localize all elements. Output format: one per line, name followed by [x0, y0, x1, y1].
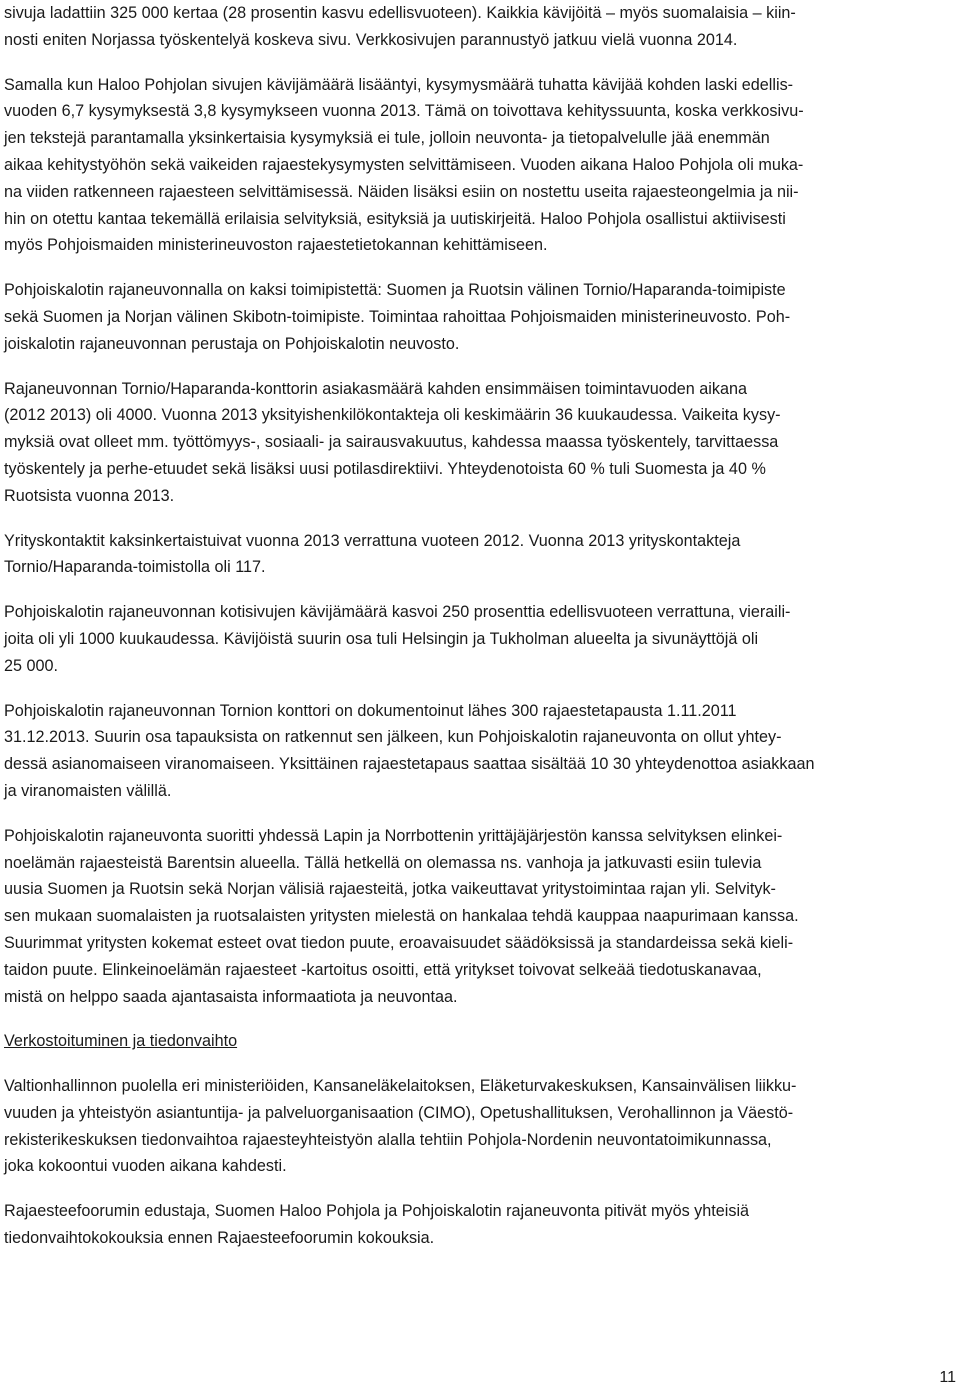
text-line: (2012 2013) oli 4000. Vuonna 2013 yksityishenkilökontakteja oli keskimäärin 36 kuukaudessa. Vaikeita kysy- — [4, 406, 781, 425]
text-line: 25 000. — [4, 656, 59, 675]
page-number: 11 — [939, 1369, 956, 1386]
text-line: nosti eniten Norjassa työskentelyä koskeva sivu. Verkkosivujen parannustyö jatkuu vielä vuonna 2014. — [4, 30, 738, 49]
paragraph-business-contacts — [4, 528, 956, 582]
text-line: Yrityskontaktit kaksinkertaistuivat vuonna 2013 verrattuna vuoteen 2012. Vuonna 2013 yrityskontakteja — [4, 531, 741, 550]
text-line: jen tekstejä parantamalla yksinkertaisia kysymyksiä ei tule, jolloin neuvonta- ja tietopalvelulle jää enemmän — [4, 129, 770, 148]
text-line: vuoden 6,7 kysymyksestä 3,8 kysymykseen vuonna 2013. Tämä on toivottava kehityssuunta, koska verkkosivu- — [4, 102, 804, 121]
text-line: Tornio/Haparanda-toimistolla oli 117. — [4, 558, 266, 577]
text-line: Rajaneuvonnan Tornio/Haparanda-konttorin asiakasmäärä kahden ensimmäisen toimintavuoden aikana — [4, 379, 747, 398]
text-line: myös Pohjoismaiden ministerineuvoston rajaestetietokannan kehittämiseen. — [4, 236, 548, 255]
text-line: Pohjoiskalotin rajaneuvonta suoritti yhdessä Lapin ja Norrbottenin yrittäjäjärjestön kanssa selvityksen elinkei- — [4, 826, 783, 845]
paragraph-offices — [4, 277, 956, 357]
text-line: Samalla kun Haloo Pohjolan sivujen kävijämäärä lisääntyi, kysymysmäärä tuhatta kävijää kohden laski edellis- — [4, 75, 794, 94]
text-line: myksiä ovat olleet mm. työttömyys-, sosiaali- ja sairausvakuutus, kahdessa maassa työskentely, tarvittaessa — [4, 433, 779, 452]
paragraph-website-visits — [4, 0, 956, 54]
paragraph-business-survey — [4, 823, 956, 1011]
text-line: Valtionhallinnon puolella eri ministeriöiden, Kansaneläkelaitoksen, Eläketurvakeskuksen, Kansainvälisen liikku- — [4, 1077, 797, 1096]
text-line: työskentely ja perhe-etuudet sekä lisäksi uusi potilasdirektiivi. Yhteydenotoista 60 % tuli Suomesta ja 40 % — [4, 459, 766, 478]
text-line: Ruotsista vuonna 2013. — [4, 486, 175, 505]
paragraph-customer-count — [4, 376, 956, 510]
paragraph-state-administration — [4, 1073, 956, 1180]
text-line: aikaa kehitystyöhön sekä vaikeiden rajaestekysymysten selvittämiseen. Vuoden aikana Haloo Pohjola oli muka- — [4, 155, 804, 174]
text-line: vuuden ja yhteistyön asiantuntija- ja palveluorganisaation (CIMO), Opetushallituksen, Verohallinnon ja Väestö- — [4, 1103, 794, 1122]
text-line: rekisterikeskuksen tiedonvaihtoa rajaesteyhteistyön alalla tehtiin Pohjola-Nordenin neuvontatoimikunnassa, — [4, 1130, 772, 1149]
text-line: sivuja ladattiin 325 000 kertaa (28 prosentin kasvu edellisvuoteen). Kaikkia kävijöitä – myös suomalaisia – kiin- — [4, 4, 796, 22]
text-line: dessä asianomaiseen viranomaiseen. Yksittäinen rajaestetapaus saattaa sisältää 10 30 yhteydenottoa asiakkaan — [4, 755, 815, 774]
text-line: mistä on helppo saada ajantasaista informaatiota ja neuvontaa. — [4, 987, 458, 1006]
text-line: na viiden ratkenneen rajaesteen selvittämisessä. Näiden lisäksi esiin on nostettu useita rajaesteongelmia ja nii- — [4, 182, 799, 201]
text-line: Pohjoiskalotin rajaneuvonnalla on kaksi toimipistettä: Suomen ja Ruotsin välinen Tornio/Haparanda-toimipiste — [4, 281, 786, 300]
paragraph-homepage-visits — [4, 599, 956, 679]
text-line: joka kokoontui vuoden aikana kahdesti. — [4, 1157, 287, 1176]
text-line: Suurimmat yritysten kokemat esteet ovat tiedon puute, eroavaisuudet säädöksissä ja standardeissa sekä kieli- — [4, 933, 794, 952]
text-line: ja viranomaisten välillä. — [4, 781, 172, 800]
text-line: hin on otettu kantaa tekemällä erilaisia selvityksiä, esityksiä ja uutiskirjeitä. Haloo Pohjola osallistui aktiivisesti — [4, 209, 786, 228]
section-heading-networking: Verkostoituminen ja tiedonvaihto — [4, 1032, 238, 1051]
text-line: joiskalotin rajaneuvonnan perustaja on Pohjoiskalotin neuvosto. — [4, 334, 460, 353]
text-line: Pohjoiskalotin rajaneuvonnan kotisivujen kävijämäärä kasvoi 250 prosenttia edellisvuoteen verrattuna, vieraili- — [4, 603, 791, 622]
document-page — [4, 0, 956, 1252]
paragraph-haloo-pohjola — [4, 72, 956, 260]
paragraph-border-obstacle-cases — [4, 698, 956, 805]
text-line: 31.12.2013. Suurin osa tapauksista on ratkennut sen jälkeen, kun Pohjoiskalotin rajaneuvonta on ollut yhtey- — [4, 728, 782, 747]
text-line: noelämän rajaesteistä Barentsin alueella. Tällä hetkellä on olemassa ns. vanhoja ja jatkuvasti esiin tulevia — [4, 853, 762, 872]
text-line: Rajaesteefoorumin edustaja, Suomen Haloo Pohjola ja Pohjoiskalotin rajaneuvonta pitivät myös yhteisiä — [4, 1202, 750, 1221]
text-line: Pohjoiskalotin rajaneuvonnan Tornion konttori on dokumentoinut lähes 300 rajaestetapausta 1.11.2011 — [4, 701, 737, 720]
text-line: sen mukaan suomalaisten ja ruotsalaisten yritysten mielestä on hankalaa tehdä kauppaa naapurimaan kanssa. — [4, 907, 799, 926]
text-line: joita oli yli 1000 kuukaudessa. Kävijöistä suurin osa tuli Helsingin ja Tukholman alueelta ja sivunäyttöjä oli — [4, 629, 759, 648]
text-line: uusia Suomen ja Ruotsin sekä Norjan välisiä rajaesteitä, jotka vaikeuttavat yritystoimintaa rajan yli. Selvityk- — [4, 880, 776, 899]
paragraph-border-forum — [4, 1198, 956, 1252]
text-line: tiedonvaihtokokouksia ennen Rajaesteefoorumin kokouksia. — [4, 1229, 435, 1248]
text-line: sekä Suomen ja Norjan välinen Skibotn-toimipiste. Toimintaa rahoittaa Pohjoismaiden ministerineuvosto. Poh- — [4, 307, 791, 326]
text-line: taidon puute. Elinkeinoelämän rajaesteet -kartoitus osoitti, että yritykset toivovat selkeää tiedotuskanavaa, — [4, 960, 762, 979]
